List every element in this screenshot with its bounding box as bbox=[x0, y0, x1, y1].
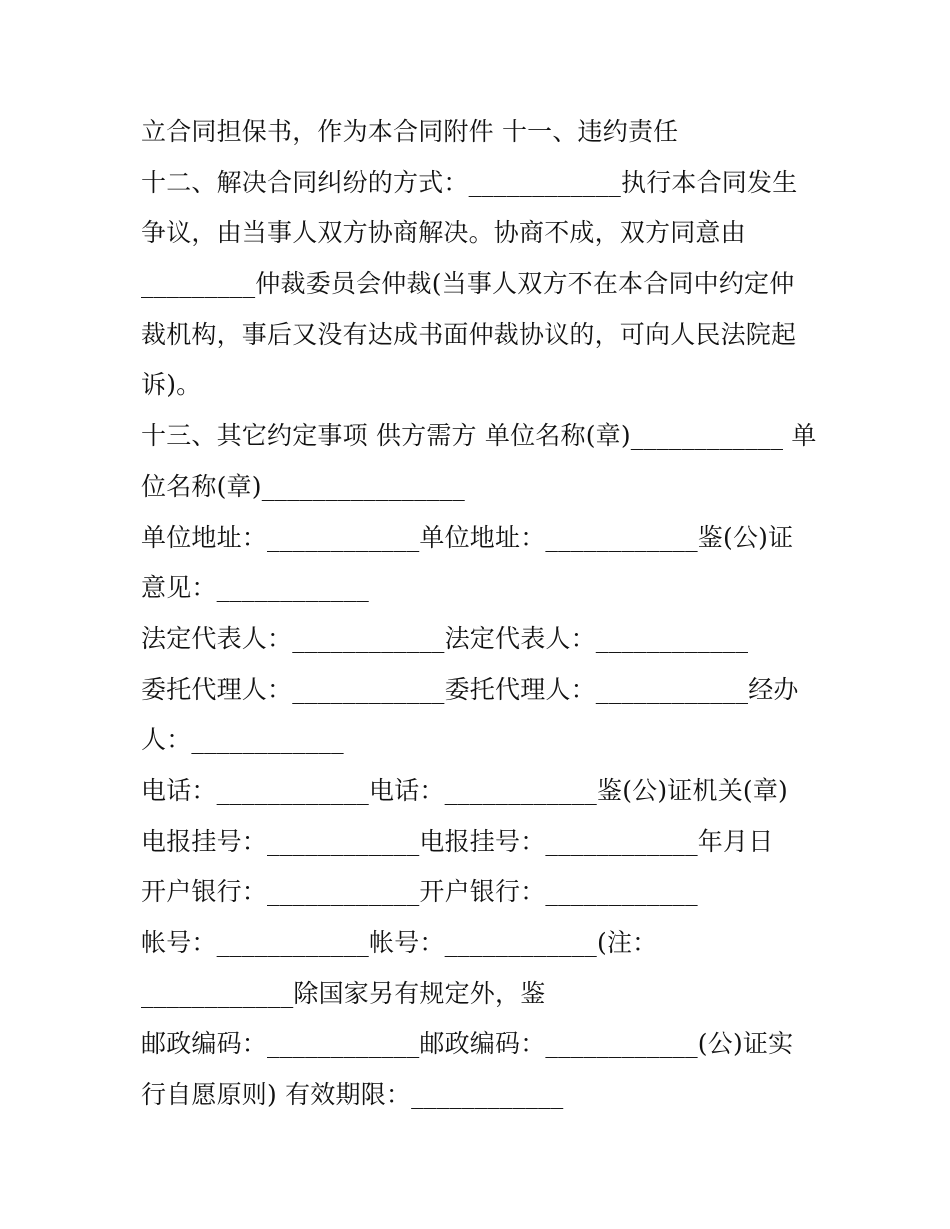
text-line: 委托代理人：____________委托代理人：____________经办 bbox=[141, 674, 799, 704]
text-line: 单位地址：____________单位地址：____________鉴(公)证 bbox=[141, 522, 794, 552]
contract-text bbox=[141, 107, 821, 1121]
text-line: 十三、其它约定事项 供方需方 单位名称(章)____________ 单 bbox=[141, 421, 817, 451]
text-line: 十二、解决合同纠纷的方式：____________执行本合同发生 bbox=[141, 167, 798, 197]
text-line: 开户银行：____________开户银行：____________ bbox=[141, 877, 698, 907]
text-line: 争议，由当事人双方协商解决。协商不成，双方同意由 bbox=[141, 218, 746, 248]
text-line: 立合同担保书，作为本合同附件 十一、违约责任 bbox=[141, 117, 679, 146]
text-line: 诉)。 bbox=[141, 370, 202, 400]
text-line: 电话：____________电话：____________鉴(公)证机关(章) bbox=[141, 775, 789, 805]
text-line: 裁机构，事后又没有达成书面仲裁协议的，可向人民法院起 bbox=[141, 319, 797, 349]
text-line: 帐号：____________帐号：____________(注： bbox=[141, 928, 658, 957]
text-line: _________仲裁委员会仲裁(当事人双方不在本合同中约定仲 bbox=[141, 269, 795, 299]
text-line: 人：____________ bbox=[141, 725, 344, 755]
text-line: 邮政编码：____________邮政编码：____________(公)证实 bbox=[141, 1029, 794, 1059]
text-line: 法定代表人：____________法定代表人：____________ bbox=[141, 623, 749, 653]
text-line: ____________除国家另有规定外，鉴 bbox=[141, 978, 546, 1008]
text-line: 位名称(章)________________ bbox=[141, 471, 465, 501]
text-line: 电报挂号：____________电报挂号：____________年月日 bbox=[141, 826, 774, 856]
text-line: 行自愿原则) 有效期限：____________ bbox=[141, 1080, 564, 1110]
text-line: 意见：____________ bbox=[141, 573, 370, 603]
